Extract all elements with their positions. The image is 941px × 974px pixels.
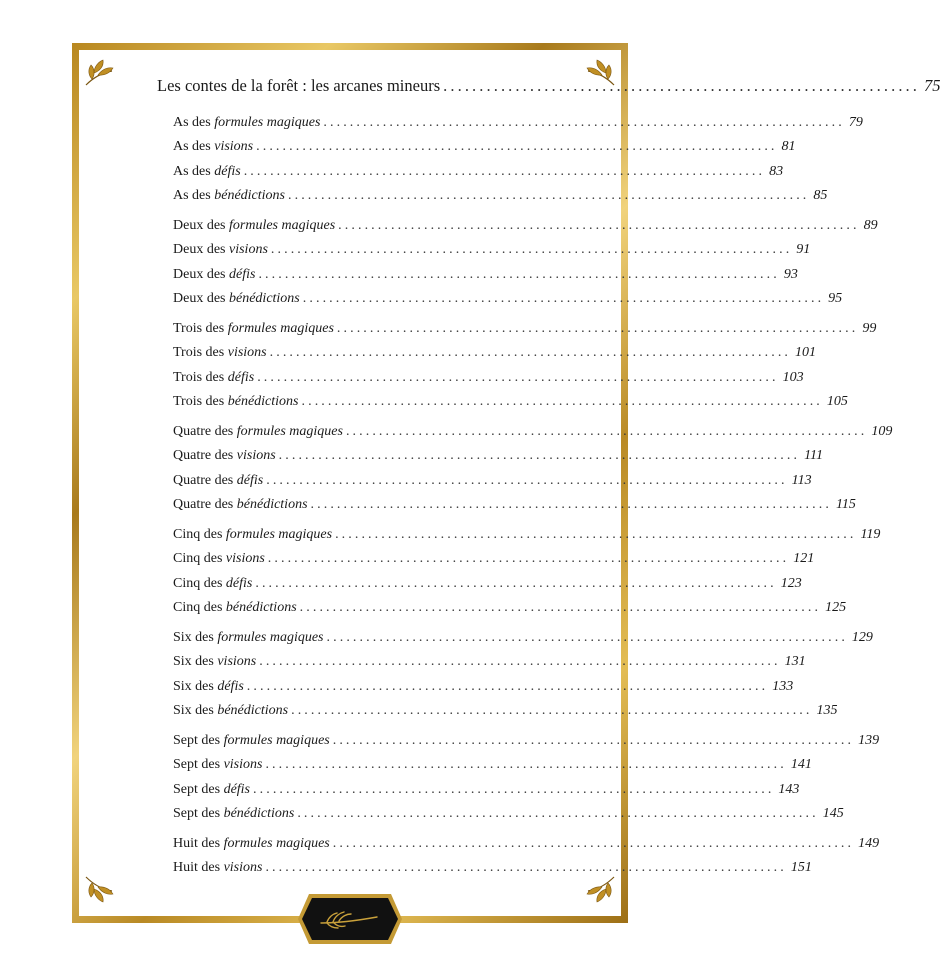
toc-entry-suit: visions <box>214 139 254 155</box>
dot-leader: ............................................................................... <box>266 472 788 488</box>
toc-entry-prefix: Deux des <box>173 291 226 307</box>
toc-entry-prefix: Deux des <box>173 242 226 258</box>
toc-entry-label <box>173 836 330 852</box>
toc-entry-label <box>173 394 299 410</box>
toc-entry-label <box>173 576 252 592</box>
dot-leader: ............................................................................... <box>310 497 832 513</box>
toc-entry-suit: bénédictions <box>223 806 295 822</box>
toc-entry-page: 91 <box>796 242 811 258</box>
toc-entry[interactable] <box>173 575 802 592</box>
toc-entry[interactable] <box>173 345 817 361</box>
toc-entry-prefix: Sept des <box>173 781 221 797</box>
dot-leader: ............................................................................... <box>326 630 848 645</box>
dot-leader: ............................................................................... <box>335 527 857 542</box>
toc-entry-prefix: Quatre des <box>173 497 234 513</box>
dot-leader: ............................................................................... <box>259 654 781 670</box>
dot-leader: ............................................................................... <box>253 781 775 797</box>
toc-entry-suit: défis <box>225 575 253 591</box>
toc-entry-label <box>173 782 250 798</box>
toc-entry-page: 145 <box>822 806 844 822</box>
toc-entry-label <box>173 630 324 646</box>
toc-entry[interactable] <box>173 551 815 567</box>
toc-entry-suit: formules magiques <box>223 836 330 851</box>
toc-entry-suit: défis <box>217 678 244 694</box>
toc-entry-page: 135 <box>816 703 838 719</box>
toc-entry-label <box>173 242 268 258</box>
toc-entry-page: 83 <box>769 163 784 179</box>
dot-leader: ............................................................................... <box>297 806 819 822</box>
toc-entry[interactable] <box>173 242 811 258</box>
toc-main-label: Les contes de la forêt : les arcanes mineurs <box>157 76 441 95</box>
dot-leader: ............................................................................... <box>338 218 860 233</box>
toc-entry-prefix: Trois des <box>173 369 225 385</box>
dot-leader: ............................................................................... <box>267 551 790 567</box>
toc-entry-page: 143 <box>778 781 800 797</box>
toc-entry-page: 89 <box>863 218 878 233</box>
toc-entry-label <box>173 733 330 749</box>
toc-entry-label <box>173 345 267 361</box>
toc-entry-label <box>173 164 241 180</box>
toc-entry-label <box>173 115 320 131</box>
dot-leader: ............................................................................... <box>265 860 787 876</box>
toc-entry-suit: visions <box>225 551 265 567</box>
toc-entry[interactable] <box>173 630 873 646</box>
dot-leader: ............................................................................... <box>332 836 855 851</box>
toc-entry-page: 119 <box>860 527 881 542</box>
toc-entry-page: 79 <box>848 115 863 130</box>
toc-entry-suit: formules magiques <box>214 115 321 130</box>
dot-leader: ............................................................................... <box>278 448 801 464</box>
toc-entry-prefix: Cinq des <box>173 600 223 616</box>
toc-main-entry[interactable] <box>157 76 941 96</box>
dot-leader: ............................................................................... <box>269 345 792 361</box>
toc-entry-label <box>173 321 334 337</box>
toc-entry[interactable] <box>173 369 804 386</box>
toc-entry[interactable] <box>173 163 784 180</box>
toc-entry[interactable] <box>173 806 844 822</box>
toc-entry-page: 123 <box>780 575 802 591</box>
toc-entry-prefix: Quatre des <box>173 424 234 439</box>
toc-entry-prefix: Six des <box>173 703 214 719</box>
toc-entry-suit: visions <box>223 860 263 876</box>
toc-entry-prefix: Cinq des <box>173 551 223 567</box>
toc-entry-suit: formules magiques <box>223 733 330 748</box>
toc-entry-label <box>173 527 332 543</box>
laurel-leaf-icon <box>82 873 116 907</box>
toc-entry[interactable] <box>173 781 800 798</box>
dot-leader: ............................................................................... <box>265 757 787 773</box>
toc-entry-suit: visions <box>217 654 257 670</box>
toc-entry-suit: visions <box>227 345 267 361</box>
dot-leader: ............................................................................... <box>345 424 868 439</box>
toc-entry-prefix: Quatre des <box>173 472 234 488</box>
toc-entry[interactable] <box>173 678 794 695</box>
toc-entry[interactable] <box>173 218 878 234</box>
toc-entry-prefix: Sept des <box>173 806 221 822</box>
toc-entry-suit: formules magiques <box>225 527 333 542</box>
toc-entry-prefix: Trois des <box>173 394 225 410</box>
toc-entry-prefix: As des <box>173 115 211 130</box>
toc-entry-prefix: As des <box>173 139 211 155</box>
dot-leader: ............................................................................... <box>288 188 810 204</box>
toc-entry-page: 103 <box>782 369 804 385</box>
toc-entry-page: 85 <box>813 188 828 204</box>
toc-entry-prefix: Six des <box>173 630 214 645</box>
toc-entry-suit: formules magiques <box>227 321 334 336</box>
toc-entry-label <box>173 757 262 773</box>
toc-entry-prefix: Trois des <box>173 321 225 336</box>
toc-entry-page: 125 <box>825 600 847 616</box>
toc-entry[interactable] <box>173 733 880 749</box>
toc-entry-suit: formules magiques <box>217 630 324 645</box>
toc-entry-prefix: Deux des <box>173 266 226 282</box>
laurel-leaf-icon <box>584 873 618 907</box>
toc-entry[interactable] <box>173 757 812 773</box>
toc-entry-label <box>173 218 335 234</box>
toc-entry-page: 99 <box>862 321 877 336</box>
toc-entry[interactable] <box>173 654 806 670</box>
toc-entry-suit: défis <box>236 472 264 488</box>
toc-entry[interactable] <box>173 321 877 337</box>
toc-entry-prefix: As des <box>173 188 211 204</box>
toc-entry-page: 133 <box>772 678 794 694</box>
dot-leader: ............................................................................... <box>246 678 769 694</box>
dot-leader: ............................................................................... <box>291 703 813 719</box>
toc-entry-suit: défis <box>214 163 241 179</box>
toc-entry[interactable] <box>173 424 893 440</box>
toc-entry-page: 113 <box>791 472 812 488</box>
toc-entry-page: 139 <box>858 733 880 748</box>
toc-entry-page: 149 <box>858 836 880 851</box>
toc-entry-label <box>173 679 244 695</box>
toc-entry-page: 109 <box>871 424 893 439</box>
toc-entry-page: 101 <box>795 345 817 361</box>
toc-entry-prefix: Quatre des <box>173 448 234 464</box>
toc-entry[interactable] <box>173 394 848 410</box>
dot-leader: ............................................................................... <box>270 242 793 258</box>
toc-entry-suit: formules magiques <box>236 424 343 439</box>
toc-entry[interactable] <box>173 472 812 489</box>
toc-entry-label <box>173 806 294 822</box>
toc-entry-prefix: Cinq des <box>173 575 223 591</box>
toc-entry-page: 105 <box>826 394 848 410</box>
toc-entry-label <box>173 267 255 283</box>
dot-leader: ............................................................................... <box>301 394 823 410</box>
dot-leader: ............................................................................... <box>258 266 780 282</box>
toc-entry-suit: visions <box>229 242 268 258</box>
toc-entry-prefix: Six des <box>173 654 214 670</box>
toc-entry-suit: bénédictions <box>229 291 300 307</box>
toc-entry-suit: défis <box>223 781 251 797</box>
dot-leader: ............................................................................... <box>302 291 825 307</box>
toc-entry[interactable] <box>173 115 863 131</box>
dot-leader: ............................................................................... <box>257 369 779 385</box>
dot-leader: ............................................................................... <box>336 321 859 336</box>
toc-entry-label <box>173 291 300 307</box>
toc-entry-label <box>173 654 256 670</box>
toc-entry[interactable] <box>173 448 823 464</box>
toc-entry-suit: visions <box>236 448 276 464</box>
toc-entry-label <box>173 448 276 464</box>
toc-entry-prefix: Deux des <box>173 218 226 233</box>
toc-entry-page: 151 <box>790 860 812 876</box>
toc-entry[interactable] <box>173 600 847 616</box>
toc-entry-page: 131 <box>784 654 806 670</box>
laurel-leaf-icon <box>82 55 116 89</box>
toc-entry-prefix: Sept des <box>173 757 221 773</box>
toc-entry-label <box>173 424 343 440</box>
toc-entry-page: 111 <box>804 448 823 464</box>
dot-leader: ............................................................................... <box>243 163 766 179</box>
toc-entry-prefix: Trois des <box>173 345 225 361</box>
toc-entry-prefix: Sept des <box>173 733 221 748</box>
toc-entry[interactable] <box>173 497 856 513</box>
toc-entry-label <box>173 188 285 204</box>
dot-leader: ............................................................................... <box>323 115 845 130</box>
toc-entry-label <box>173 473 263 489</box>
toc-entry-page: 93 <box>783 266 798 282</box>
toc-entry-suit: bénédictions <box>227 394 299 410</box>
toc-entry[interactable] <box>173 836 880 852</box>
toc-entry[interactable] <box>173 139 796 155</box>
toc-entry-suit: bénédictions <box>217 703 289 719</box>
toc-entry[interactable] <box>173 703 838 719</box>
toc-entry-suit: visions <box>223 757 263 773</box>
toc-entry-prefix: Cinq des <box>173 527 223 542</box>
toc-entry-label <box>173 497 308 513</box>
toc-entry-prefix: As des <box>173 163 211 179</box>
dot-leader: ............................................................................... <box>299 600 822 616</box>
toc-entry[interactable] <box>173 291 843 307</box>
toc-entry[interactable] <box>173 860 812 876</box>
toc-entry-page: 129 <box>851 630 873 645</box>
toc-entry-suit: bénédictions <box>236 497 308 513</box>
toc-entry-prefix: Six des <box>173 678 214 694</box>
dot-leader: ............................................................................... <box>332 733 855 748</box>
dot-leader: .................................................................. <box>443 76 920 95</box>
toc-entry-page: 141 <box>790 757 812 773</box>
page-badge <box>297 893 403 945</box>
toc-entry-label <box>173 703 288 719</box>
toc-entry-page: 121 <box>793 551 815 567</box>
toc-entry-suit: bénédictions <box>225 600 297 616</box>
toc-entry[interactable] <box>173 527 881 543</box>
toc-entry-label <box>173 370 254 386</box>
toc-entry-suit: défis <box>227 369 255 385</box>
toc-entry-page: 95 <box>828 291 843 307</box>
toc-entry-page: 115 <box>835 497 856 513</box>
toc-entry-label <box>173 860 262 876</box>
toc-main-page: 75 <box>924 76 941 95</box>
toc-entry-label <box>173 139 253 155</box>
toc-entry-page: 81 <box>781 139 796 155</box>
toc-entry-suit: formules magiques <box>229 218 336 233</box>
toc-entry[interactable] <box>173 266 798 283</box>
dot-leader: ............................................................................... <box>255 575 777 591</box>
toc-entry-label <box>173 600 297 616</box>
toc-entry-prefix: Huit des <box>173 836 221 851</box>
toc-entry-label <box>173 551 265 567</box>
toc-entry-suit: défis <box>229 266 256 282</box>
toc-entry-prefix: Huit des <box>173 860 221 876</box>
dot-leader: ............................................................................... <box>256 139 778 155</box>
toc-entry-suit: bénédictions <box>214 188 285 204</box>
toc-entry[interactable] <box>173 188 828 204</box>
